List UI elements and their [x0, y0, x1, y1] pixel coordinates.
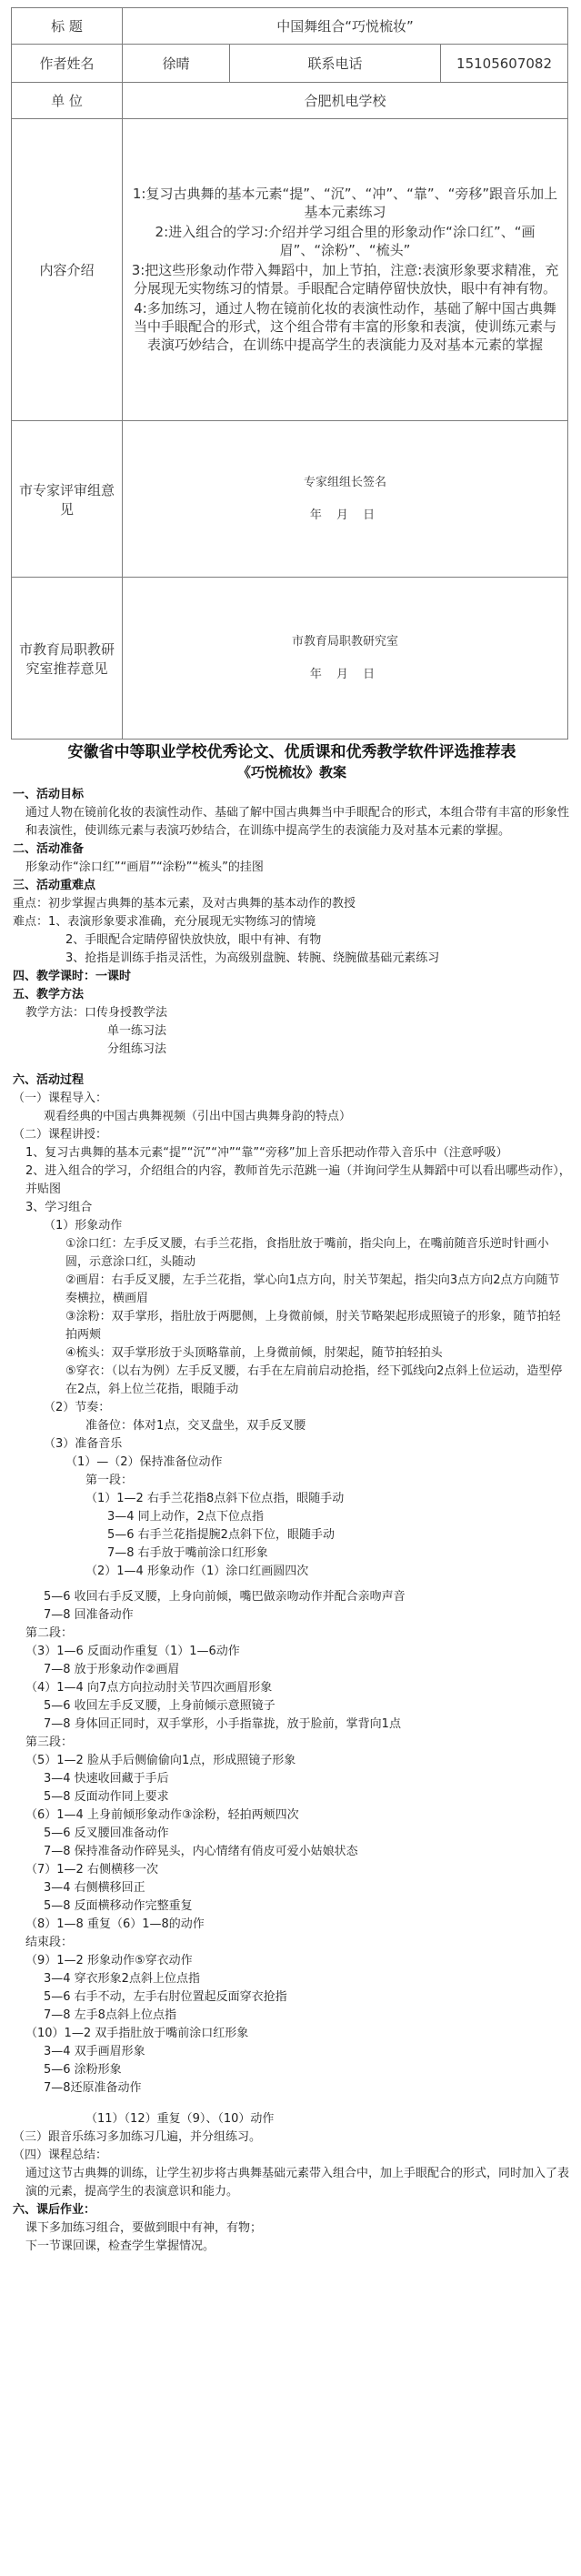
body-line: （二）课程讲授：: [13, 1128, 108, 1142]
body-line: （1）1—2 右手兰花指8点斜下位点指，眼随手动: [85, 1492, 345, 1505]
body-line: （9）1—2 形象动作⑤穿衣动作: [25, 1954, 193, 1967]
body-line: （8）1—8 重复（6）1—8的动作: [25, 1917, 205, 1931]
body-line: 3—4 快速收回藏于手后: [44, 1772, 169, 1786]
body-line: （5）1—2 脸从手后侧偷偷向1点，形成照镜子形象: [25, 1754, 296, 1767]
section-heading: 六、课后作业：: [13, 2203, 96, 2217]
body-line: ②画眉：右手反叉腰，左手兰花指，掌心向1点方向，肘关节架起，指尖向3点方向2点方向随节奏横拉，横画眉: [65, 1273, 560, 1305]
body-line: 3—4 同上动作，2点下位点指: [107, 1510, 264, 1524]
page: [7, 4, 575, 2572]
body-line: （6）1—4 上身前倾形象动作③涂粉，轻拍两颊四次: [25, 1808, 299, 1822]
body-line: 1、复习古典舞的基本元素“提”“沉”“冲”“靠”“旁移”加上音乐把动作带入音乐中（注意呼吸）: [25, 1146, 508, 1160]
bureau-opinion-cell: [123, 578, 568, 740]
body-line: 形象动作“涂口红”“画眉”“涂粉”“梳头”的挂图: [25, 860, 264, 874]
body-line: 5—6 收回右手反叉腰，上身向前倾，嘴巴做亲吻动作并配合亲吻声音: [44, 1590, 406, 1604]
intro-line: 3:把这些形象动作带入舞蹈中，加上节拍，注意:表演形象要求精准，充分展现无实物练习的情景。手眼配合定睛停留快放快，眼中有神有物。: [131, 261, 559, 297]
expert-date: 年 月 日: [309, 508, 381, 522]
body-line: 5—6 反叉腰回准备动作: [44, 1826, 169, 1840]
body-line: 7—8 回准备动作: [44, 1608, 134, 1622]
body-line: 教学方法：口传身授教学法: [25, 1006, 168, 1020]
body-line: 7—8 放于形象动作②画眉: [44, 1663, 180, 1676]
body-line: 7—8还原准备动作: [44, 2081, 142, 2095]
body-line: （四）课程总结：: [13, 2148, 108, 2162]
expert-label: 市专家评审组意见: [12, 421, 123, 578]
body-line: ⑤穿衣：（以右为例）左手反叉腰，右手在左肩前启动抢指，经下弧线向2点斜上位运动，造型停在2点，斜上位兰花指，眼随手动: [65, 1364, 563, 1396]
body-line: 难点：1、表演形象要求准确，充分展现无实物练习的情境: [13, 915, 316, 929]
body-line: 7—8 右手放于嘴前涂口红形象: [107, 1546, 268, 1560]
author-label: 作者姓名: [12, 45, 123, 83]
body-line: 第三段：: [25, 1736, 74, 1749]
bureau-sign-label: 市教育局职教研究室: [292, 634, 399, 649]
intro-line: 2:进入组合的学习:介绍并学习组合里的形象动作“涂口红”、“画眉”、“涂粉”、“梳头”: [155, 223, 536, 258]
body-line: 7—8 身体回正同时，双手掌形，小手指靠拢，放于脸前，掌背向1点: [44, 1717, 401, 1731]
lesson-plan: [13, 742, 571, 2256]
unit-value: 合肥机电学校: [123, 83, 568, 119]
intro-line: 4:多加练习，通过人物在镜前化妆的表演性动作，基础了解中国古典舞当中手眼配合的形式，这个组合带有丰富的形象和表演，使训练元素与表演巧妙结合，在训练中提高学生的表演能力及对基本元素的掌握: [134, 299, 557, 353]
body-line: （1）形象动作: [44, 1219, 123, 1233]
body-line: 2、手眼配合定睛停留快放快放，眼中有神、有物: [65, 933, 322, 947]
body-line: （2）节奏：: [44, 1401, 111, 1414]
body-line: （三）跟音乐练习多加练习几遍，并分组练习。: [13, 2130, 262, 2144]
body-line: 5—6 收回左手反叉腰，上身前倾示意照镜子: [44, 1699, 275, 1713]
body-line: 7—8 保持准备动作碎晃头，内心情绪有俏皮可爱小姑娘状态: [44, 1845, 358, 1858]
section-heading: 六、活动过程: [13, 1073, 85, 1087]
phone-value: 15105607082: [441, 45, 568, 83]
body-line: 5—6 右手不动，左手右肘位置起反面穿衣抢指: [44, 1990, 287, 2004]
intro-label: 内容介绍: [12, 119, 123, 421]
intro-content: [123, 119, 568, 421]
spacer: [13, 1581, 571, 1588]
body-line: 5—6 涂粉形象: [44, 2063, 122, 2077]
expert-opinion-cell: [123, 421, 568, 578]
body-line: 3—4 双手画眉形象: [44, 2045, 145, 2058]
body-line: 3、学习组合: [25, 1201, 93, 1214]
body-line: 7—8 左手8点斜上位点指: [44, 2008, 176, 2022]
body-line: 重点：初步掌握古典舞的基本元素，及对古典舞的基本动作的教授: [13, 897, 356, 911]
body-line: 分组练习法: [107, 1042, 167, 1056]
body-line: ④梳头：双手掌形放于头顶略靠前，上身微前倾，肘架起，随节拍轻拍头: [65, 1346, 443, 1360]
section-heading: 五、教学方法: [13, 988, 85, 1001]
body-line: （4）1—4 向7点方向拉动肘关节四次画眉形象: [25, 1681, 273, 1695]
intro-line: 1:复习古典舞的基本元素“提”、“沉”、“冲”、“靠”、“旁移”跟音乐加上基本元素练习: [132, 185, 558, 220]
body-line: （11）（12）重复（9）、（10）动作: [85, 2112, 275, 2126]
section-heading: 三、活动重难点: [13, 879, 96, 892]
title-value: 中国舞组合“巧悦梳妆”: [123, 8, 568, 45]
body-line: 第二段：: [25, 1626, 74, 1640]
doc-title: 安徽省中等职业学校优秀论文、优质课和优秀教学软件评选推荐表: [67, 743, 516, 761]
body-line: 课下多加练习组合，要做到眼中有神，有物；: [25, 2221, 263, 2235]
spacer: [13, 1059, 571, 1072]
application-form-table: [11, 7, 568, 740]
body-line: 5—8 反面横移动作完整重复: [44, 1899, 193, 1913]
body-line: 第一段：: [85, 1474, 134, 1487]
body-line: ①涂口红：左手反叉腰，右手兰花指，食指肚放于嘴前，指尖向上，在嘴前随音乐逆时针画小圆，示意涂口红，头随动: [65, 1237, 549, 1269]
body-line: 通过人物在镜前化妆的表演性动作、基础了解中国古典舞当中手眼配合的形式，本组合带有丰富的形象性和表演性，使训练元素与表演巧妙结合，在训练中提高学生的表演能力及对基本元素的掌握。: [25, 806, 570, 838]
body-line: 5—6 右手兰花指提腕2点斜下位，眼随手动: [107, 1528, 335, 1542]
body-line: （一）课程导入：: [13, 1092, 108, 1105]
body-line: 单一练习法: [107, 1024, 167, 1038]
body-line: 3、抢指是训练手指灵活性，为高级别盘腕、转腕、绕腕做基础元素练习: [65, 951, 440, 965]
body-line: （1）—（2）保持准备位动作: [65, 1455, 223, 1469]
section-heading: 四、教学课时：一课时: [13, 970, 132, 983]
body-line: 通过这节古典舞的训练，让学生初步将古典舞基础元素带入组合中，加上手眼配合的形式，同时加入了表演的元素，提高学生的表演意识和能力。: [25, 2167, 570, 2199]
body-line: （3）准备音乐: [44, 1437, 123, 1451]
spacer: [13, 2098, 571, 2110]
unit-label: 单 位: [12, 83, 123, 119]
section-heading: 一、活动目标: [13, 788, 85, 801]
body-line: （2）1—4 形象动作（1）涂口红画圆四次: [85, 1565, 309, 1578]
body-line: 准备位：体对1点，交叉盘坐，双手反叉腰: [85, 1419, 306, 1433]
body-line: ③涂粉：双手掌形，指肚放于两腮侧，上身微前倾，肘关节略架起形成照镜子的形象，随节拍轻拍两颊: [65, 1310, 561, 1342]
author-value: 徐晴: [123, 45, 230, 83]
doc-body: [13, 786, 571, 2256]
doc-subtitle: 《巧悦梳妆》教案: [236, 764, 346, 780]
expert-sign-label: 专家组组长签名: [304, 475, 387, 489]
bureau-date: 年 月 日: [309, 667, 381, 681]
body-line: 观看经典的中国古典舞视频（引出中国古典舞身韵的特点）: [44, 1110, 352, 1123]
body-line: 3—4 右侧横移回正: [44, 1881, 145, 1895]
body-line: 3—4 穿衣形象2点斜上位点指: [44, 1972, 200, 1986]
section-heading: 二、活动准备: [13, 842, 85, 856]
body-line: （3）1—6 反面动作重复（1）1—6动作: [25, 1645, 240, 1658]
title-label: 标 题: [12, 8, 123, 45]
body-line: 2、进入组合的学习，介绍组合的内容，教师首先示范跳一遍（并询问学生从舞蹈中可以看出哪些动作），并贴图: [25, 1164, 571, 1196]
phone-label: 联系电话: [230, 45, 441, 83]
body-line: 下一节课回课，检查学生掌握情况。: [25, 2239, 215, 2253]
body-line: （7）1—2 右侧横移一次: [25, 1863, 158, 1877]
bureau-label: 市教育局职教研究室推荐意见: [12, 578, 123, 740]
body-line: 结束段：: [25, 1936, 74, 1949]
body-line: 5—8 反面动作同上要求: [44, 1790, 169, 1804]
body-line: （10）1—2 双手指肚放于嘴前涂口红形象: [25, 2027, 249, 2040]
